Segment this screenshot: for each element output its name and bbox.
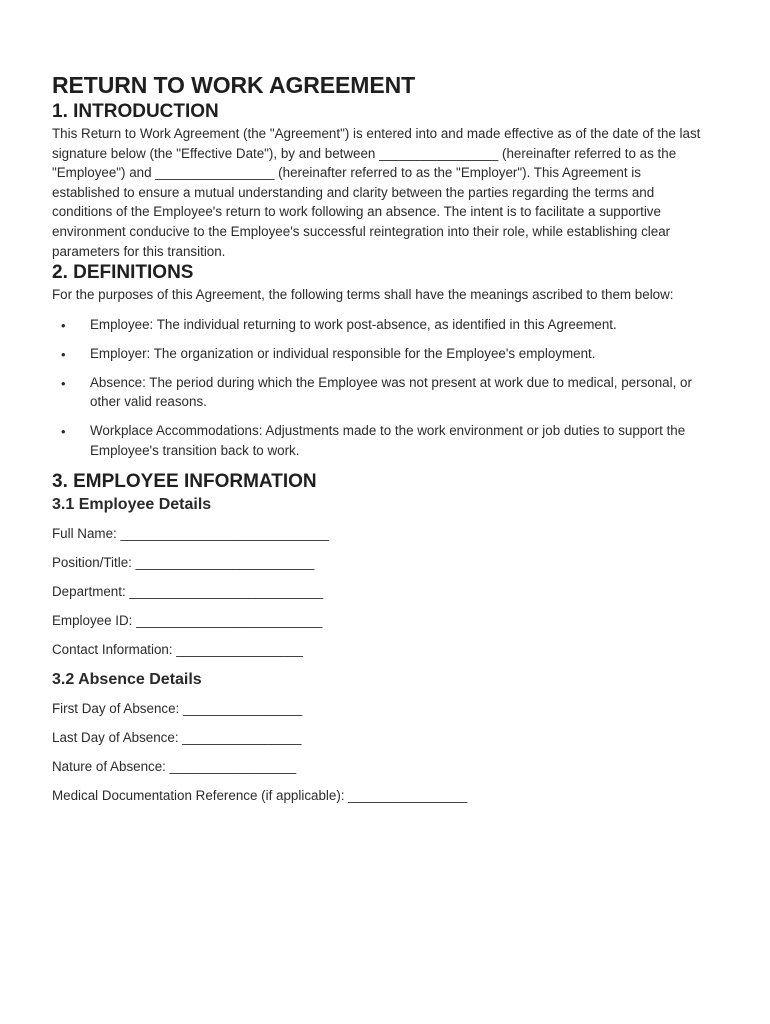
introduction-paragraph: This Return to Work Agreement (the "Agreement") is entered into and made effective as of the date of the last signature below (the "Effective Date"), by and between ________________ (hereinafter referred to as the "Employee") and ________________ (hereinafter referred to as the "Employer"). This Agreement is established to ensure a mutual understanding and clarity between the parties regarding the terms and conditions of the Employee's return to work following an absence. The intent is to facilitate a supportive environment conducive to the Employee's successful reintegration into their role, while establishing clear parameters for this transition. bbox=[52, 126, 701, 259]
list-item bbox=[52, 315, 704, 335]
full-name-field[interactable]: Full Name: ____________________________ bbox=[52, 525, 329, 541]
medical-documentation-reference-field[interactable]: Medical Documentation Reference (if applicable): ________________ bbox=[52, 787, 468, 803]
bullet-icon: • bbox=[61, 375, 66, 391]
definition-employer: Employer: The organization or individual responsible for the Employee's employment. bbox=[90, 345, 596, 361]
list-item bbox=[52, 344, 704, 364]
nature-of-absence-field[interactable]: Nature of Absence: _________________ bbox=[52, 758, 297, 774]
definition-absence: Absence: The period during which the Employee was not present at work due to medical, personal, or other valid reasons. bbox=[90, 374, 692, 410]
definition-workplace-accommodations: Workplace Accommodations: Adjustments made to the work environment or job duties to support the Employee's transition back to work. bbox=[90, 423, 686, 458]
position-title-field[interactable]: Position/Title: ________________________ bbox=[52, 554, 315, 570]
section-heading-employee-information: 3. EMPLOYEE INFORMATION bbox=[52, 470, 317, 492]
employee-details-fields bbox=[52, 524, 704, 660]
list-item bbox=[52, 373, 704, 412]
bullet-icon: • bbox=[61, 424, 66, 440]
department-field[interactable]: Department: __________________________ bbox=[52, 583, 324, 599]
definitions-intro: For the purposes of this Agreement, the following terms shall have the meanings ascribed to them below: bbox=[52, 287, 674, 303]
subsection-heading-absence-details: 3.2 Absence Details bbox=[52, 670, 202, 688]
section-heading-definitions: 2. DEFINITIONS bbox=[52, 262, 194, 284]
list-item bbox=[52, 421, 704, 460]
absence-details-fields bbox=[52, 699, 704, 806]
subsection-heading-employee-details: 3.1 Employee Details bbox=[52, 495, 212, 513]
employee-id-field[interactable]: Employee ID: _________________________ bbox=[52, 612, 323, 628]
document-title: RETURN TO WORK AGREEMENT bbox=[52, 72, 416, 98]
bullet-icon: • bbox=[61, 317, 66, 333]
first-day-of-absence-field[interactable]: First Day of Absence: ________________ bbox=[52, 700, 303, 716]
contact-information-field[interactable]: Contact Information: _________________ bbox=[52, 641, 303, 657]
definition-employee: Employee: The individual returning to work post-absence, as identified in this Agreement. bbox=[90, 316, 617, 332]
section-heading-introduction: 1. INTRODUCTION bbox=[52, 101, 219, 122]
last-day-of-absence-field[interactable]: Last Day of Absence: ________________ bbox=[52, 729, 302, 745]
bullet-icon: • bbox=[61, 346, 66, 362]
definitions-list bbox=[52, 315, 704, 461]
